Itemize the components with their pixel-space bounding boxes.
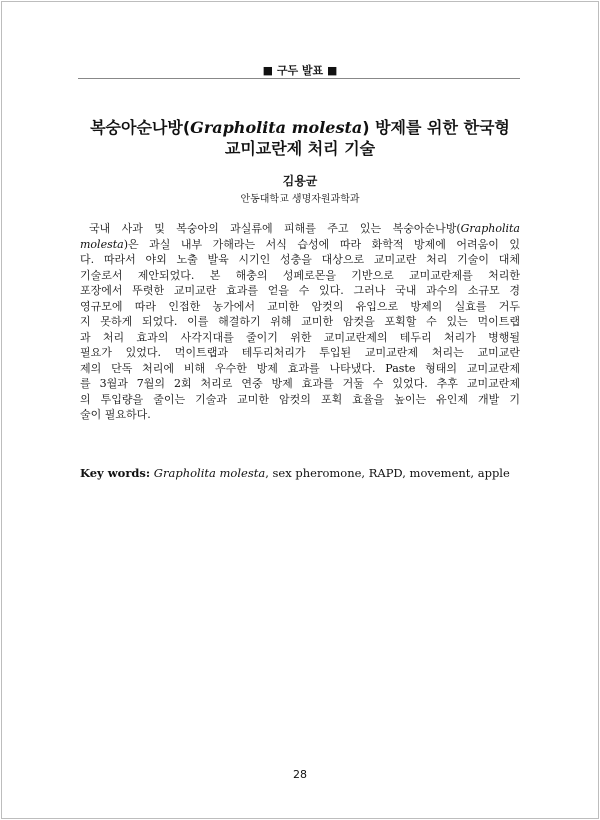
- abstract: [80, 221, 520, 423]
- keywords-species: Grapholita molesta: [153, 466, 266, 480]
- abstract-line: 포장에서 뚜렷한 교미교란 효과를 얻을 수 있다. 그러나 국내 과수의 소규모 경: [80, 284, 520, 297]
- title-suffix: ) 방제를 위한 한국형: [362, 118, 510, 137]
- abstract-line: 과 처리 효과의 사각지대를 줄이기 위한 교미교란제의 테두리 처리가 병행될: [80, 330, 520, 344]
- abstract-line: 제의 단독 처리에 비해 우수한 방제 효과를 나타냈다. Paste 형태의 교미교란제: [80, 361, 520, 375]
- keywords-label: Key words:: [80, 466, 151, 480]
- abstract-line: 기술로서 제안되었다. 본 해충의 성페로몬을 기반으로 교미교란제를 처리한: [80, 268, 520, 282]
- abstract-species-genus: Grapholita: [460, 222, 520, 235]
- keywords-list: , sex pheromone, RAPD, movement, apple: [265, 466, 510, 480]
- author-name: 김용균: [282, 174, 318, 188]
- paper-title-line-2: 교미교란제 처리 기술: [224, 139, 376, 158]
- abstract-line: molesta)은 과실 내부 가해라는 서식 습성에 따라 화학적 방제에 어려움이 있: [80, 237, 520, 251]
- keywords: [80, 466, 520, 480]
- abstract-line: 를 3월과 7월의 2회 처리로 연중 방제 효과를 거둘 수 있었다. 추후 교미교란제: [80, 377, 520, 390]
- abstract-line: 다. 따라서 야외 노출 발육 시기인 성충을 대상으로 교미교란 처리 기술이 대체: [80, 253, 520, 266]
- abstract-line: 필요가 있었다. 먹이트랩과 테두리처리가 투입된 교미교란제 처리는 교미교란: [80, 346, 520, 359]
- abstract-line: 술이 필요하다.: [80, 408, 151, 421]
- section-label: ■ 구두 발표 ■: [262, 64, 338, 77]
- abstract-line: 국내 사과 및 복숭아의 과실류에 피해를 주고 있는 복숭아순나방(Grapholita: [89, 222, 520, 235]
- title-species: Grapholita molesta: [190, 118, 363, 137]
- author-affiliation: 안동대학교 생명자원과학과: [240, 194, 360, 205]
- abstract-line: 지 못하게 되었다. 이를 해결하기 위해 교미한 암컷을 포획할 수 있는 먹이트랩: [80, 315, 520, 328]
- abstract-species-epithet: molesta: [80, 237, 124, 251]
- header-rule: [78, 78, 520, 79]
- abstract-line: 의 투입량을 줄이는 기술과 교미한 암컷의 포획 효율을 높이는 유인제 개발 기: [80, 392, 520, 406]
- abstract-line: 영규모에 따라 인접한 농가에서 교미한 암컷의 유입으로 방제의 실효를 거두: [80, 299, 520, 313]
- page-number: 28: [293, 768, 307, 781]
- paper-title: [0, 117, 600, 159]
- paper-title-line-1: [0, 117, 600, 138]
- title-prefix: 복숭아순나방(: [90, 118, 191, 137]
